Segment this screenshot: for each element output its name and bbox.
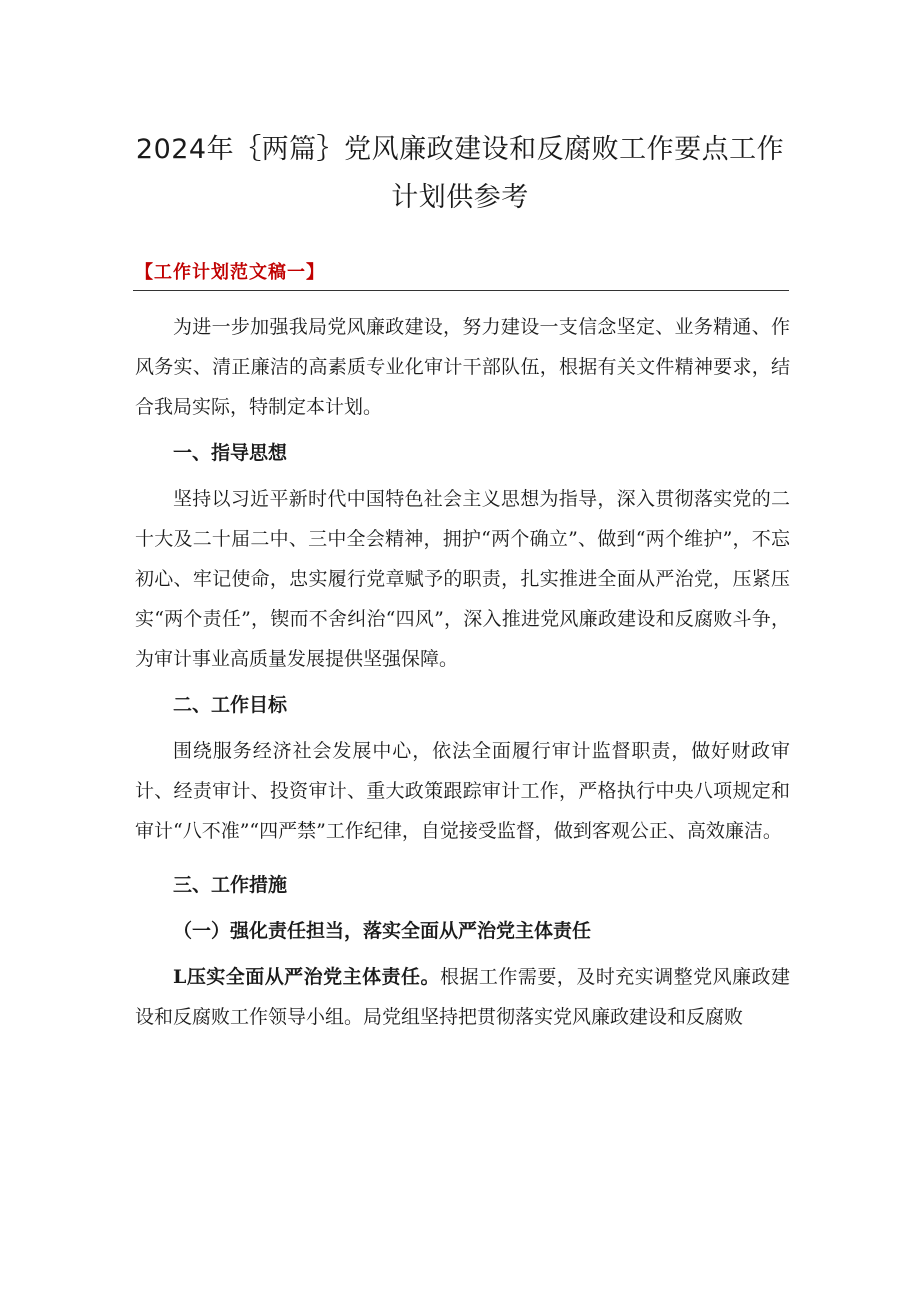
document-body — [135, 307, 790, 1037]
heading-work-measures: 三、工作措施 — [173, 874, 288, 896]
title-line-2: 计划供参考 — [391, 182, 529, 214]
section-tag: 【工作计划范文稿一】 — [135, 262, 325, 283]
document-title — [130, 126, 790, 222]
title-line-1: 2024年｛两篇｝党风廉政建设和反腐败工作要点工作 — [135, 134, 785, 166]
divider-line — [133, 290, 789, 291]
paragraph-work-goals: 围绕服务经济社会发展中心，依法全面履行审计监督职责，做好财政审计、经责审计、投资审计、重大政策跟踪审计工作，严格执行中央八项规定和审计“八不准”“四严禁”工作纪律，自觉接受监督，做到客观公正、高效廉洁。 — [135, 740, 790, 842]
subheading-responsibility: （一）强化责任担当，落实全面从严治党主体责任 — [173, 920, 592, 942]
heading-guiding-ideology: 一、指导思想 — [173, 442, 288, 464]
paragraph-guiding-ideology: 坚持以习近平新时代中国特色社会主义思想为指导，深入贯彻落实党的二十大及二十届二中、三中全会精神，拥护“两个确立”、做到“两个维护”，不忘初心、牢记使命，忠实履行党章赋予的职责，扎实推进全面从严治党，压紧压实“两个责任”，锲而不舍纠治“四风”，深入推进党风廉政建设和反腐败斗争，为审计事业高质量发展提供坚强保障。 — [135, 488, 790, 670]
item-1-text: 根据工作需要，及时充实调整党风廉政建设和反腐败工作领导小组。局党组坚持把贯彻落实党风廉政建设和反腐败 — [135, 966, 790, 1028]
item-1-paragraph — [135, 957, 790, 1037]
intro-paragraph: 为进一步加强我局党风廉政建设，努力建设一支信念坚定、业务精通、作风务实、清正廉洁的高素质专业化审计干部队伍，根据有关文件精神要求，结合我局实际，特制定本计划。 — [135, 316, 790, 418]
heading-work-goals: 二、工作目标 — [173, 694, 288, 716]
item-1-lead: L压实全面从严治党主体责任。 — [173, 966, 440, 988]
